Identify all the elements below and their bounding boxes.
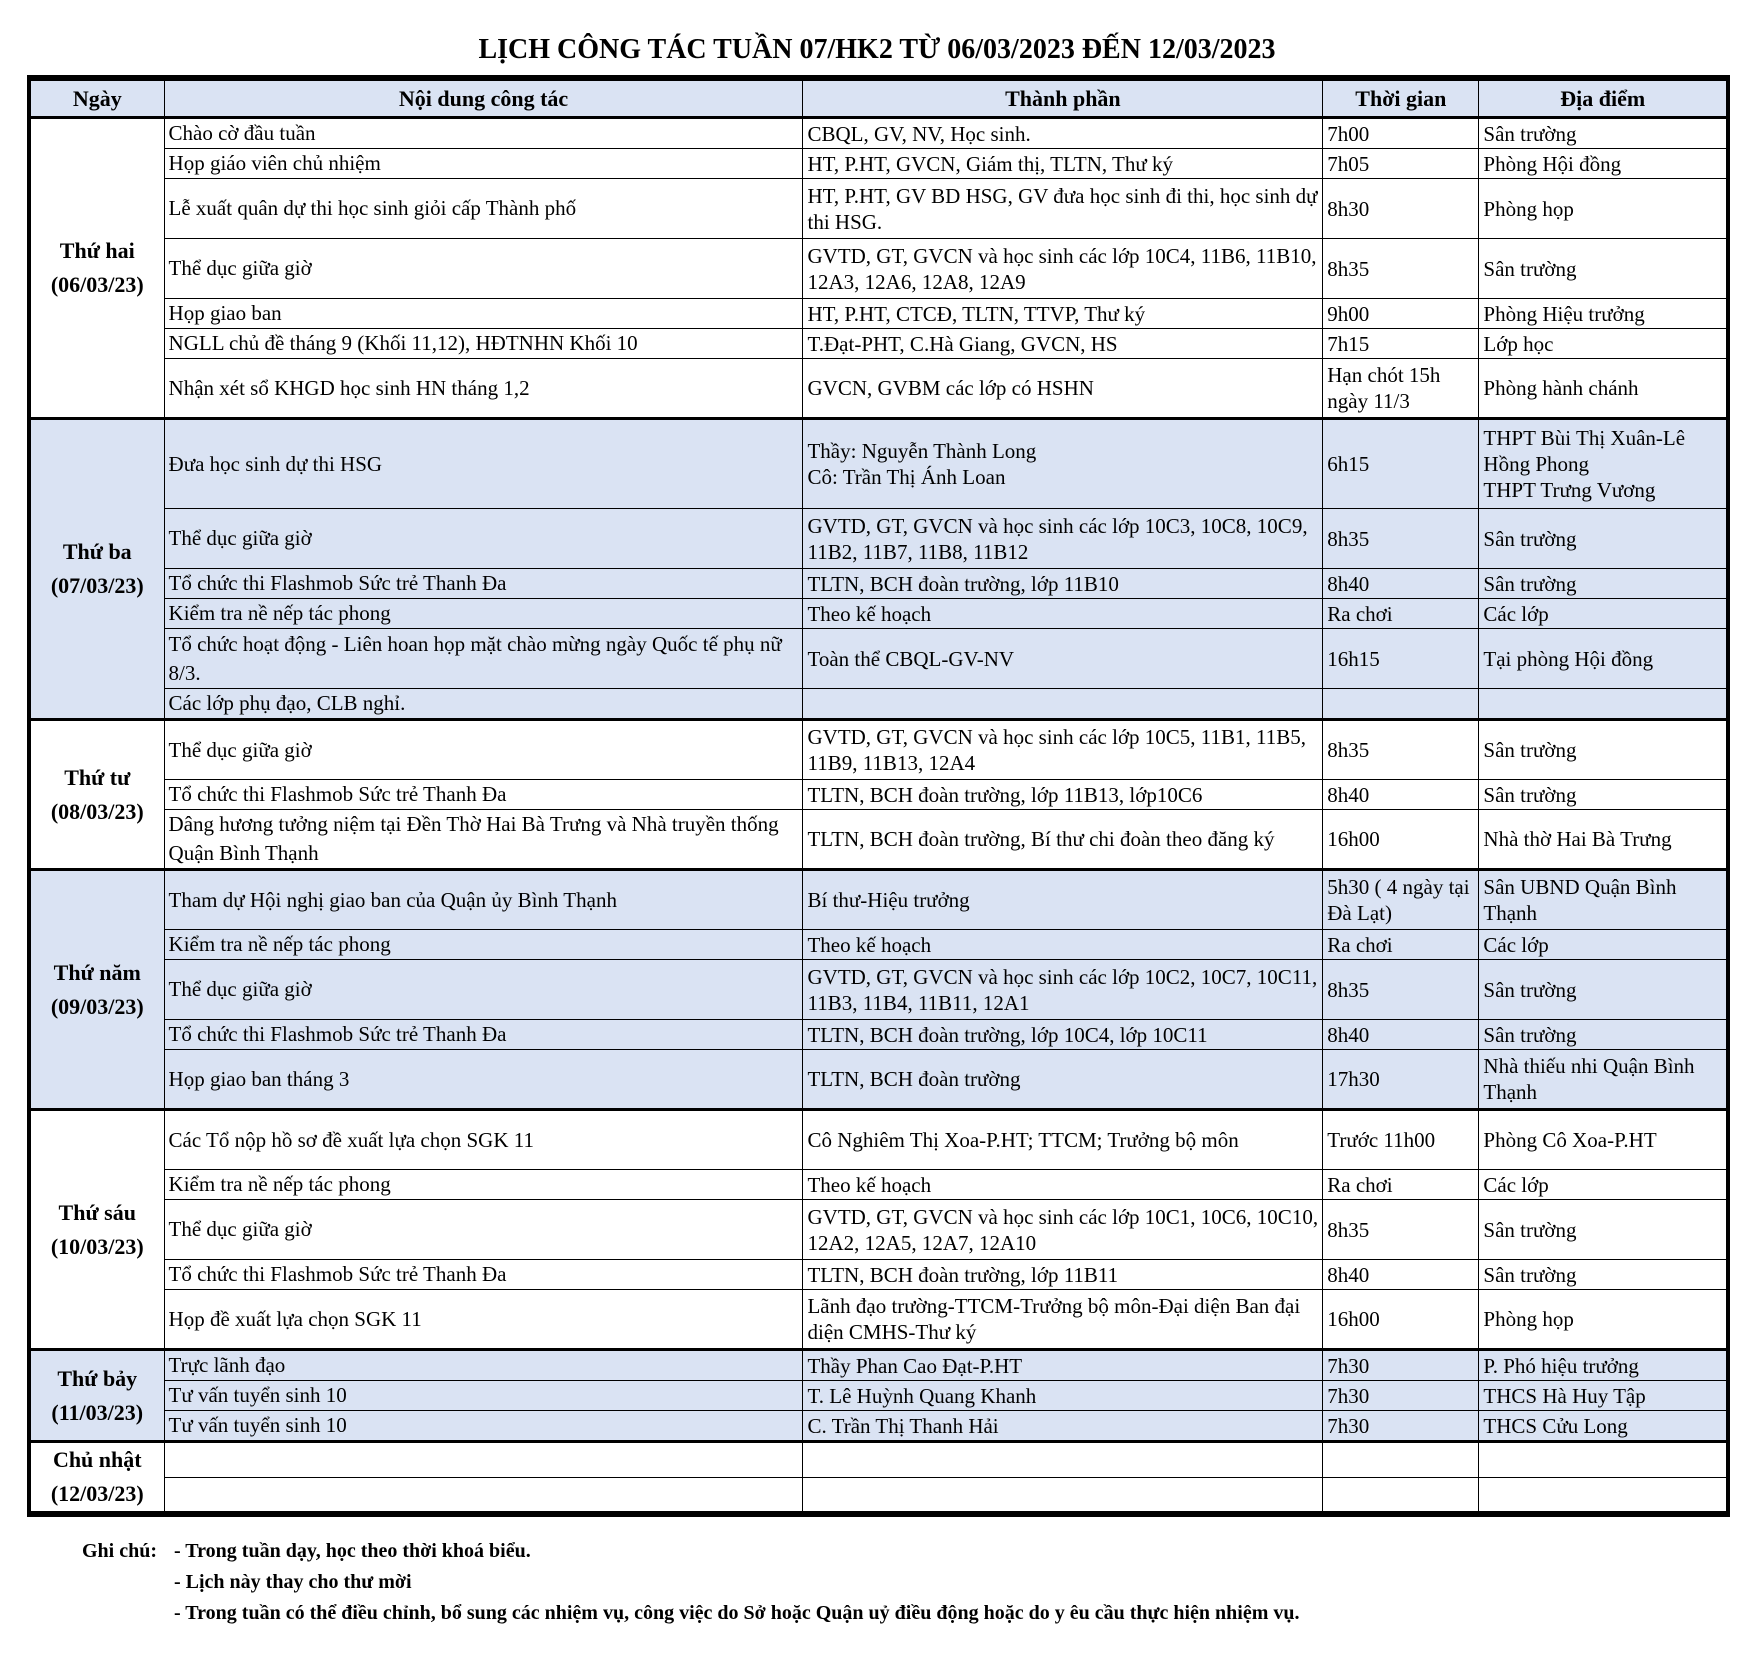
day-cell: [31, 870, 165, 1110]
place-cell: [1479, 1477, 1727, 1513]
table-row: [31, 1200, 1727, 1260]
members-cell: TLTN, BCH đoàn trường, Bí thư chi đoàn theo đăng ký: [803, 810, 1323, 870]
members-cell: TLTN, BCH đoàn trường, lớp 11B10: [803, 569, 1323, 599]
schedule-table: [30, 78, 1727, 1514]
time-cell: 7h30: [1323, 1411, 1479, 1442]
place-cell: Phòng họp: [1479, 179, 1727, 239]
table-row: [31, 419, 1727, 509]
day-group: [31, 720, 1727, 870]
members-cell: GVTD, GT, GVCN và học sinh các lớp 10C3, 10C8, 10C9, 11B2, 11B7, 11B8, 11B12: [803, 509, 1323, 569]
content-cell: Lễ xuất quân dự thi học sinh giỏi cấp Thành phố: [164, 179, 803, 239]
table-row: [31, 1477, 1727, 1513]
content-cell: Thể dục giữa giờ: [164, 1200, 803, 1260]
place-cell: Sân trường: [1479, 509, 1727, 569]
place-cell: Sân trường: [1479, 118, 1727, 149]
place-cell: Sân trường: [1479, 960, 1727, 1020]
time-cell: 17h30: [1323, 1050, 1479, 1110]
content-cell: Thể dục giữa giờ: [164, 720, 803, 780]
content-cell: Kiểm tra nề nếp tác phong: [164, 1170, 803, 1200]
table-row: [31, 1442, 1727, 1478]
day-date: (12/03/23): [50, 1481, 144, 1506]
table-row: [31, 118, 1727, 149]
place-cell: P. Phó hiệu trưởng: [1479, 1350, 1727, 1381]
place-cell: Sân trường: [1479, 239, 1727, 299]
table-row: [31, 1411, 1727, 1442]
table-row: [31, 1381, 1727, 1411]
table-row: [31, 1110, 1727, 1170]
day-date: (06/03/23): [50, 272, 144, 297]
members-cell: HT, P.HT, GVCN, Giám thị, TLTN, Thư ký: [803, 149, 1323, 179]
members-cell: TLTN, BCH đoàn trường, lớp 11B11: [803, 1260, 1323, 1290]
content-cell: Dâng hương tưởng niệm tại Đền Thờ Hai Bà Trưng và Nhà truyền thống Quận Bình Thạnh: [164, 810, 803, 870]
content-cell: Kiểm tra nề nếp tác phong: [164, 930, 803, 960]
day-group: [31, 870, 1727, 1110]
day-name: Thứ tư: [64, 764, 131, 790]
day-cell: [31, 1110, 165, 1350]
content-cell: Tư vấn tuyển sinh 10: [164, 1381, 803, 1411]
time-cell: 8h40: [1323, 1260, 1479, 1290]
table-row: [31, 569, 1727, 599]
place-cell: Phòng Hiệu trưởng: [1479, 299, 1727, 329]
table-row: [31, 930, 1727, 960]
note-item: - Trong tuần dạy, học theo thời khoá biểu.: [174, 1540, 531, 1562]
members-cell: Thầy Phan Cao Đạt-P.HT: [803, 1350, 1323, 1381]
place-cell: Sân UBND Quận Bình Thạnh: [1479, 870, 1727, 930]
time-cell: 6h15: [1323, 419, 1479, 509]
note-item: - Lịch này thay cho thư mời: [174, 1571, 412, 1593]
time-cell: Ra chơi: [1323, 1170, 1479, 1200]
content-cell: Họp giáo viên chủ nhiệm: [164, 149, 803, 179]
content-cell: NGLL chủ đề tháng 9 (Khối 11,12), HĐTNHN Khối 10: [164, 329, 803, 359]
table-row: [31, 1350, 1727, 1381]
header-time: Thời gian: [1323, 80, 1479, 118]
content-cell: [164, 1442, 803, 1478]
members-cell: Cô Nghiêm Thị Xoa-P.HT; TTCM; Trưởng bộ môn: [803, 1110, 1323, 1170]
members-cell: Thầy: Nguyễn Thành Long Cô: Trần Thị Ánh Loan: [803, 419, 1323, 509]
members-cell: TLTN, BCH đoàn trường, lớp 11B13, lớp10C6: [803, 780, 1323, 810]
members-cell: TLTN, BCH đoàn trường: [803, 1050, 1323, 1110]
content-cell: Nhận xét sổ KHGD học sinh HN tháng 1,2: [164, 359, 803, 419]
time-cell: Ra chơi: [1323, 930, 1479, 960]
content-cell: Thể dục giữa giờ: [164, 509, 803, 569]
members-cell: Bí thư-Hiệu trưởng: [803, 870, 1323, 930]
table-row: [31, 870, 1727, 930]
day-group: [31, 118, 1727, 419]
members-cell: [803, 1477, 1323, 1513]
members-cell: GVTD, GT, GVCN và học sinh các lớp 10C2, 10C7, 10C11, 11B3, 11B4, 11B11, 12A1: [803, 960, 1323, 1020]
content-cell: Tổ chức thi Flashmob Sức trẻ Thanh Đa: [164, 780, 803, 810]
members-cell: CBQL, GV, NV, Học sinh.: [803, 118, 1323, 149]
day-group: [31, 1110, 1727, 1350]
time-cell: 16h15: [1323, 629, 1479, 689]
members-cell: Theo kế hoạch: [803, 930, 1323, 960]
time-cell: 8h35: [1323, 960, 1479, 1020]
time-cell: 8h35: [1323, 1200, 1479, 1260]
time-cell: 7h30: [1323, 1350, 1479, 1381]
day-date: (07/03/23): [50, 573, 144, 598]
content-cell: Họp giao ban tháng 3: [164, 1050, 803, 1110]
day-date: (10/03/23): [50, 1233, 144, 1259]
place-cell: Sân trường: [1479, 1020, 1727, 1050]
content-cell: Thể dục giữa giờ: [164, 239, 803, 299]
place-cell: Các lớp: [1479, 599, 1727, 629]
content-cell: Tham dự Hội nghị giao ban của Quận ủy Bình Thạnh: [164, 870, 803, 930]
table-row: [31, 239, 1727, 299]
time-cell: 9h00: [1323, 299, 1479, 329]
place-cell: Phòng Cô Xoa-P.HT: [1479, 1110, 1727, 1170]
header-row: [31, 80, 1727, 118]
table-row: [31, 179, 1727, 239]
time-cell: [1323, 1477, 1479, 1513]
members-cell: GVTD, GT, GVCN và học sinh các lớp 10C4, 11B6, 11B10, 12A3, 12A6, 12A8, 12A9: [803, 239, 1323, 299]
members-cell: TLTN, BCH đoàn trường, lớp 10C4, lớp 10C11: [803, 1020, 1323, 1050]
place-cell: THCS Hà Huy Tập: [1479, 1381, 1727, 1411]
place-cell: Phòng Hội đồng: [1479, 149, 1727, 179]
place-cell: THCS Cửu Long: [1479, 1411, 1727, 1442]
content-cell: Tư vấn tuyển sinh 10: [164, 1411, 803, 1442]
content-cell: Tổ chức thi Flashmob Sức trẻ Thanh Đa: [164, 1260, 803, 1290]
day-cell: [31, 720, 165, 870]
page-title: LỊCH CÔNG TÁC TUẦN 07/HK2 TỪ 06/03/2023 ĐẾN 12/03/2023: [478, 34, 1276, 65]
day-cell: [31, 419, 165, 720]
day-cell: [31, 118, 165, 419]
time-cell: 16h00: [1323, 810, 1479, 870]
day-date: (11/03/23): [51, 1399, 144, 1425]
place-cell: Phòng họp: [1479, 1290, 1727, 1350]
time-cell: 8h30: [1323, 179, 1479, 239]
table-row: [31, 299, 1727, 329]
time-cell: 8h35: [1323, 239, 1479, 299]
table-row: [31, 1020, 1727, 1050]
table-row: [31, 780, 1727, 810]
day-name: Thứ năm: [53, 959, 141, 985]
table-row: [31, 810, 1727, 870]
members-cell: Theo kế hoạch: [803, 1170, 1323, 1200]
time-cell: 8h40: [1323, 780, 1479, 810]
time-cell: [1323, 1442, 1479, 1478]
table-row: [31, 1260, 1727, 1290]
table-row: [31, 1290, 1727, 1350]
place-cell: Sân trường: [1479, 1200, 1727, 1260]
day-group: [31, 1350, 1727, 1442]
place-cell: Tại phòng Hội đồng: [1479, 629, 1727, 689]
content-cell: Chào cờ đầu tuần: [164, 118, 803, 149]
day-name: Thứ hai: [59, 238, 135, 263]
header-content: Nội dung công tác: [164, 80, 803, 118]
time-cell: 5h30 ( 4 ngày tại Đà Lạt): [1323, 870, 1479, 930]
table-row: [31, 689, 1727, 720]
members-cell: C. Trần Thị Thanh Hải: [803, 1411, 1323, 1442]
day-name: Thứ bảy: [57, 1365, 138, 1391]
content-cell: Kiểm tra nề nếp tác phong: [164, 599, 803, 629]
day-cell: [31, 1442, 165, 1513]
members-cell: Toàn thể CBQL-GV-NV: [803, 629, 1323, 689]
members-cell: GVCN, GVBM các lớp có HSHN: [803, 359, 1323, 419]
time-cell: Ra chơi: [1323, 599, 1479, 629]
time-cell: 7h15: [1323, 329, 1479, 359]
time-cell: 8h40: [1323, 1020, 1479, 1050]
day-date: (09/03/23): [50, 993, 144, 1019]
table-row: [31, 720, 1727, 780]
place-cell: [1479, 689, 1727, 720]
place-cell: [1479, 1442, 1727, 1478]
members-cell: T.Đạt-PHT, C.Hà Giang, GVCN, HS: [803, 329, 1323, 359]
content-cell: Thể dục giữa giờ: [164, 960, 803, 1020]
table-row: [31, 359, 1727, 419]
members-cell: [803, 689, 1323, 720]
notes-label: Ghi chú:: [82, 1540, 158, 1562]
table-row: [31, 629, 1727, 689]
day-group: [31, 419, 1727, 720]
members-cell: [803, 1442, 1323, 1478]
notes: [82, 1536, 1300, 1629]
content-cell: Tổ chức thi Flashmob Sức trẻ Thanh Đa: [164, 569, 803, 599]
day-cell: [31, 1350, 165, 1442]
content-cell: Các Tổ nộp hồ sơ đề xuất lựa chọn SGK 11: [164, 1110, 803, 1170]
time-cell: 7h30: [1323, 1381, 1479, 1411]
members-cell: HT, P.HT, CTCĐ, TLTN, TTVP, Thư ký: [803, 299, 1323, 329]
table-row: [31, 1170, 1727, 1200]
table-row: [31, 960, 1727, 1020]
content-cell: Tổ chức thi Flashmob Sức trẻ Thanh Đa: [164, 1020, 803, 1050]
content-cell: [164, 1477, 803, 1513]
place-cell: Sân trường: [1479, 1260, 1727, 1290]
place-cell: Nhà thiếu nhi Quận Bình Thạnh: [1479, 1050, 1727, 1110]
place-cell: Các lớp: [1479, 1170, 1727, 1200]
time-cell: Hạn chót 15h ngày 11/3: [1323, 359, 1479, 419]
place-cell: Sân trường: [1479, 569, 1727, 599]
table-row: [31, 1050, 1727, 1110]
time-cell: 16h00: [1323, 1290, 1479, 1350]
day-group: [31, 1442, 1727, 1513]
content-cell: Họp giao ban: [164, 299, 803, 329]
content-cell: Họp đề xuất lựa chọn SGK 11: [164, 1290, 803, 1350]
content-cell: Tổ chức hoạt động - Liên hoan họp mặt chào mừng ngày Quốc tế phụ nữ 8/3.: [164, 629, 803, 689]
members-cell: GVTD, GT, GVCN và học sinh các lớp 10C5, 11B1, 11B5, 11B9, 11B13, 12A4: [803, 720, 1323, 780]
content-cell: Trực lãnh đạo: [164, 1350, 803, 1381]
place-cell: Sân trường: [1479, 780, 1727, 810]
time-cell: [1323, 689, 1479, 720]
header-place: Địa điểm: [1479, 80, 1727, 118]
place-cell: Nhà thờ Hai Bà Trưng: [1479, 810, 1727, 870]
day-date: (08/03/23): [50, 798, 144, 824]
time-cell: 8h35: [1323, 720, 1479, 780]
time-cell: 7h05: [1323, 149, 1479, 179]
time-cell: 8h40: [1323, 569, 1479, 599]
members-cell: Lãnh đạo trường-TTCM-Trưởng bộ môn-Đại diện Ban đại diện CMHS-Thư ký: [803, 1290, 1323, 1350]
place-cell: Các lớp: [1479, 930, 1727, 960]
header-members: Thành phần: [803, 80, 1323, 118]
place-cell: THPT Bùi Thị Xuân-Lê Hồng Phong THPT Trưng Vương: [1479, 419, 1727, 509]
place-cell: Lớp học: [1479, 329, 1727, 359]
day-name: Thứ ba: [62, 539, 132, 564]
day-name: Chủ nhật: [52, 1447, 142, 1472]
table-row: [31, 509, 1727, 569]
note-item: - Trong tuần có thể điều chỉnh, bổ sung các nhiệm vụ, công việc do Sở hoặc Quận uỷ điều động hoặc do y êu cầu thực hiện nhiệm vụ.: [174, 1602, 1300, 1624]
members-cell: GVTD, GT, GVCN và học sinh các lớp 10C1, 10C6, 10C10, 12A2, 12A5, 12A7, 12A10: [803, 1200, 1323, 1260]
day-name: Thứ sáu: [58, 1199, 136, 1225]
table-row: [31, 149, 1727, 179]
table-row: [31, 329, 1727, 359]
header-day: Ngày: [31, 80, 165, 118]
members-cell: HT, P.HT, GV BD HSG, GV đưa học sinh đi thi, học sinh dự thi HSG.: [803, 179, 1323, 239]
members-cell: Theo kế hoạch: [803, 599, 1323, 629]
content-cell: Đưa học sinh dự thi HSG: [164, 419, 803, 509]
time-cell: Trước 11h00: [1323, 1110, 1479, 1170]
time-cell: 7h00: [1323, 118, 1479, 149]
table-row: [31, 599, 1727, 629]
content-cell: Các lớp phụ đạo, CLB nghỉ.: [164, 689, 803, 720]
place-cell: Sân trường: [1479, 720, 1727, 780]
members-cell: T. Lê Huỳnh Quang Khanh: [803, 1381, 1323, 1411]
place-cell: Phòng hành chánh: [1479, 359, 1727, 419]
time-cell: 8h35: [1323, 509, 1479, 569]
